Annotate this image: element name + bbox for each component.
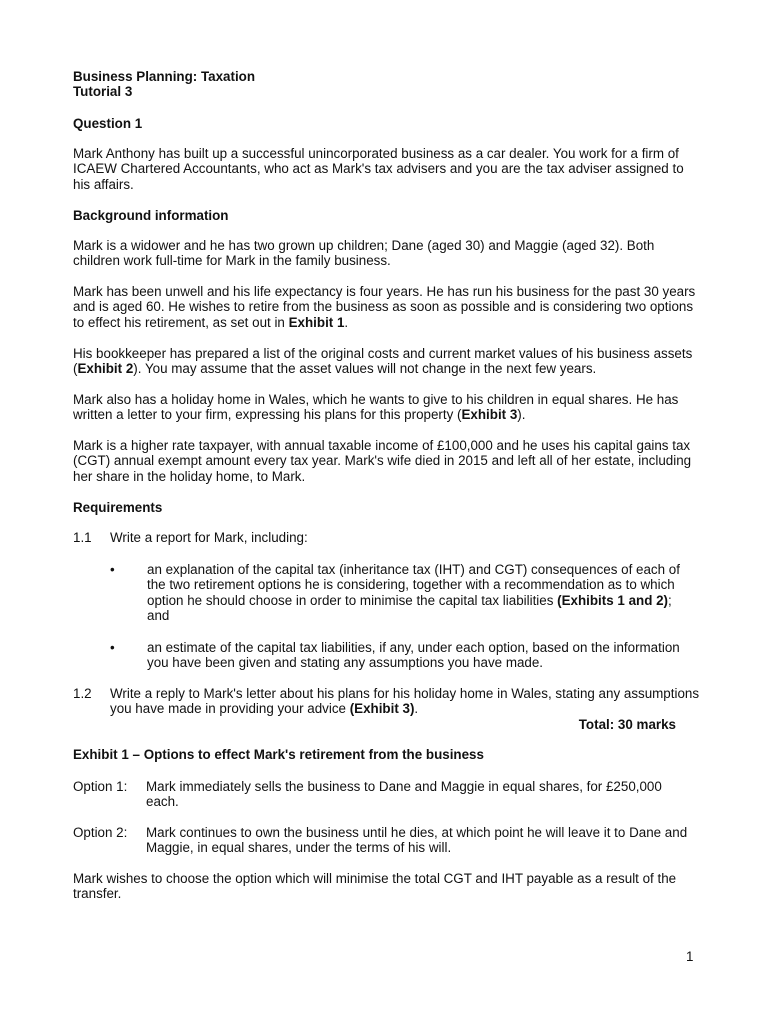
background-paragraph-1: Mark is a widower and he has two grown up children; Dane (aged 30) and Maggie (aged 32). Both children work full-time for Mark in the family business. (73, 238, 655, 269)
requirement-text: Write a report for Mark, including: (110, 530, 308, 545)
bullet-item-1 (147, 562, 697, 624)
background-paragraph-5: Mark is a higher rate taxpayer, with annual taxable income of £100,000 and he uses his capital gains tax (CGT) annual exempt amount every tax year. Mark's wife died in 2015 and left all of her estate, including her share in the holiday home, to Mark. (73, 438, 692, 484)
text-run: ; and (147, 592, 672, 624)
text-run: . (344, 314, 349, 330)
requirement-number: 1.2 (73, 686, 92, 701)
question-intro: Mark Anthony has built up a successful unincorporated business as a car dealer. You work for a firm of ICAEW Chartered Accountants, who act as Mark's tax advisers and you are the tax adviser assigned to his affairs. (73, 146, 684, 192)
exhibit-reference: Exhibit 1 (288, 314, 345, 330)
subtitle-line: Tutorial 3 (73, 84, 133, 100)
exhibit-1-heading: Exhibit 1 – Options to effect Mark's retirement from the business (73, 747, 484, 762)
background-paragraph-3 (73, 346, 698, 377)
text-run: an explanation of the capital tax (inheritance tax (IHT) and CGT) consequences of each of the two retirement options he is considering, together with a recommendation as to which option he should choose in order to minimise the capital tax liabilities (147, 562, 680, 608)
text-run: Mark has been unwell and his life expectancy is four years. He has run his business for the past 30 years and is aged 60. He wishes to retire from the business as soon as possible and is considering two options to effect his retirement, as set out in (73, 284, 696, 330)
exhibit-1-closing: Mark wishes to choose the option which will minimise the total CGT and IHT payable as a result of the transfer. (73, 871, 677, 902)
bullet-item-2: an estimate of the capital tax liabilities, if any, under each option, based on the information you have been given and stating any assumptions you have made. (147, 640, 680, 671)
option-1-label: Option 1: (73, 779, 128, 794)
requirement-number: 1.1 (73, 530, 92, 545)
page-number: 1 (686, 949, 694, 964)
requirement-text (110, 686, 700, 717)
total-marks: Total: 30 marks (578, 717, 676, 732)
bullet-marker: • (110, 640, 115, 655)
exhibit-reference: Exhibit 2 (77, 361, 134, 377)
background-paragraph-4 (73, 392, 698, 423)
option-2-label: Option 2: (73, 825, 128, 840)
option-2-text: Mark continues to own the business until he dies, at which point he will leave it to Dane and Maggie, in equal shares, under the terms of his will. (146, 825, 688, 856)
option-1-text: Mark immediately sells the business to Dane and Maggie in equal shares, for £250,000 each. (146, 779, 662, 810)
text-run: Mark also has a holiday home in Wales, which he wants to give to his children in equal shares. He has written a letter to your firm, expressing his plans for this property ( (73, 392, 679, 423)
exhibit-reference: Exhibit 3 (461, 407, 518, 423)
exhibit-reference: (Exhibit 3) (349, 701, 415, 717)
question-heading: Question 1 (73, 116, 143, 131)
requirements-heading: Requirements (73, 500, 163, 515)
text-run: Write a reply to Mark's letter about his plans for his holiday home in Wales, stating any assumptions you have made in providing your advice (110, 686, 700, 717)
background-paragraph-2 (73, 284, 698, 330)
background-heading: Background information (73, 208, 229, 223)
exhibit-reference: (Exhibits 1 and 2) (557, 592, 669, 608)
bullet-marker: • (110, 562, 115, 577)
document-title (73, 69, 698, 100)
text-run: . (414, 701, 419, 717)
text-run: His bookkeeper has prepared a list of the original costs and current market values of his business assets ( (73, 346, 693, 377)
title-line: Business Planning: Taxation (73, 69, 256, 84)
text-run: ). You may assume that the asset values will not change in the next few years. (133, 361, 597, 377)
text-run: ). (517, 407, 526, 423)
